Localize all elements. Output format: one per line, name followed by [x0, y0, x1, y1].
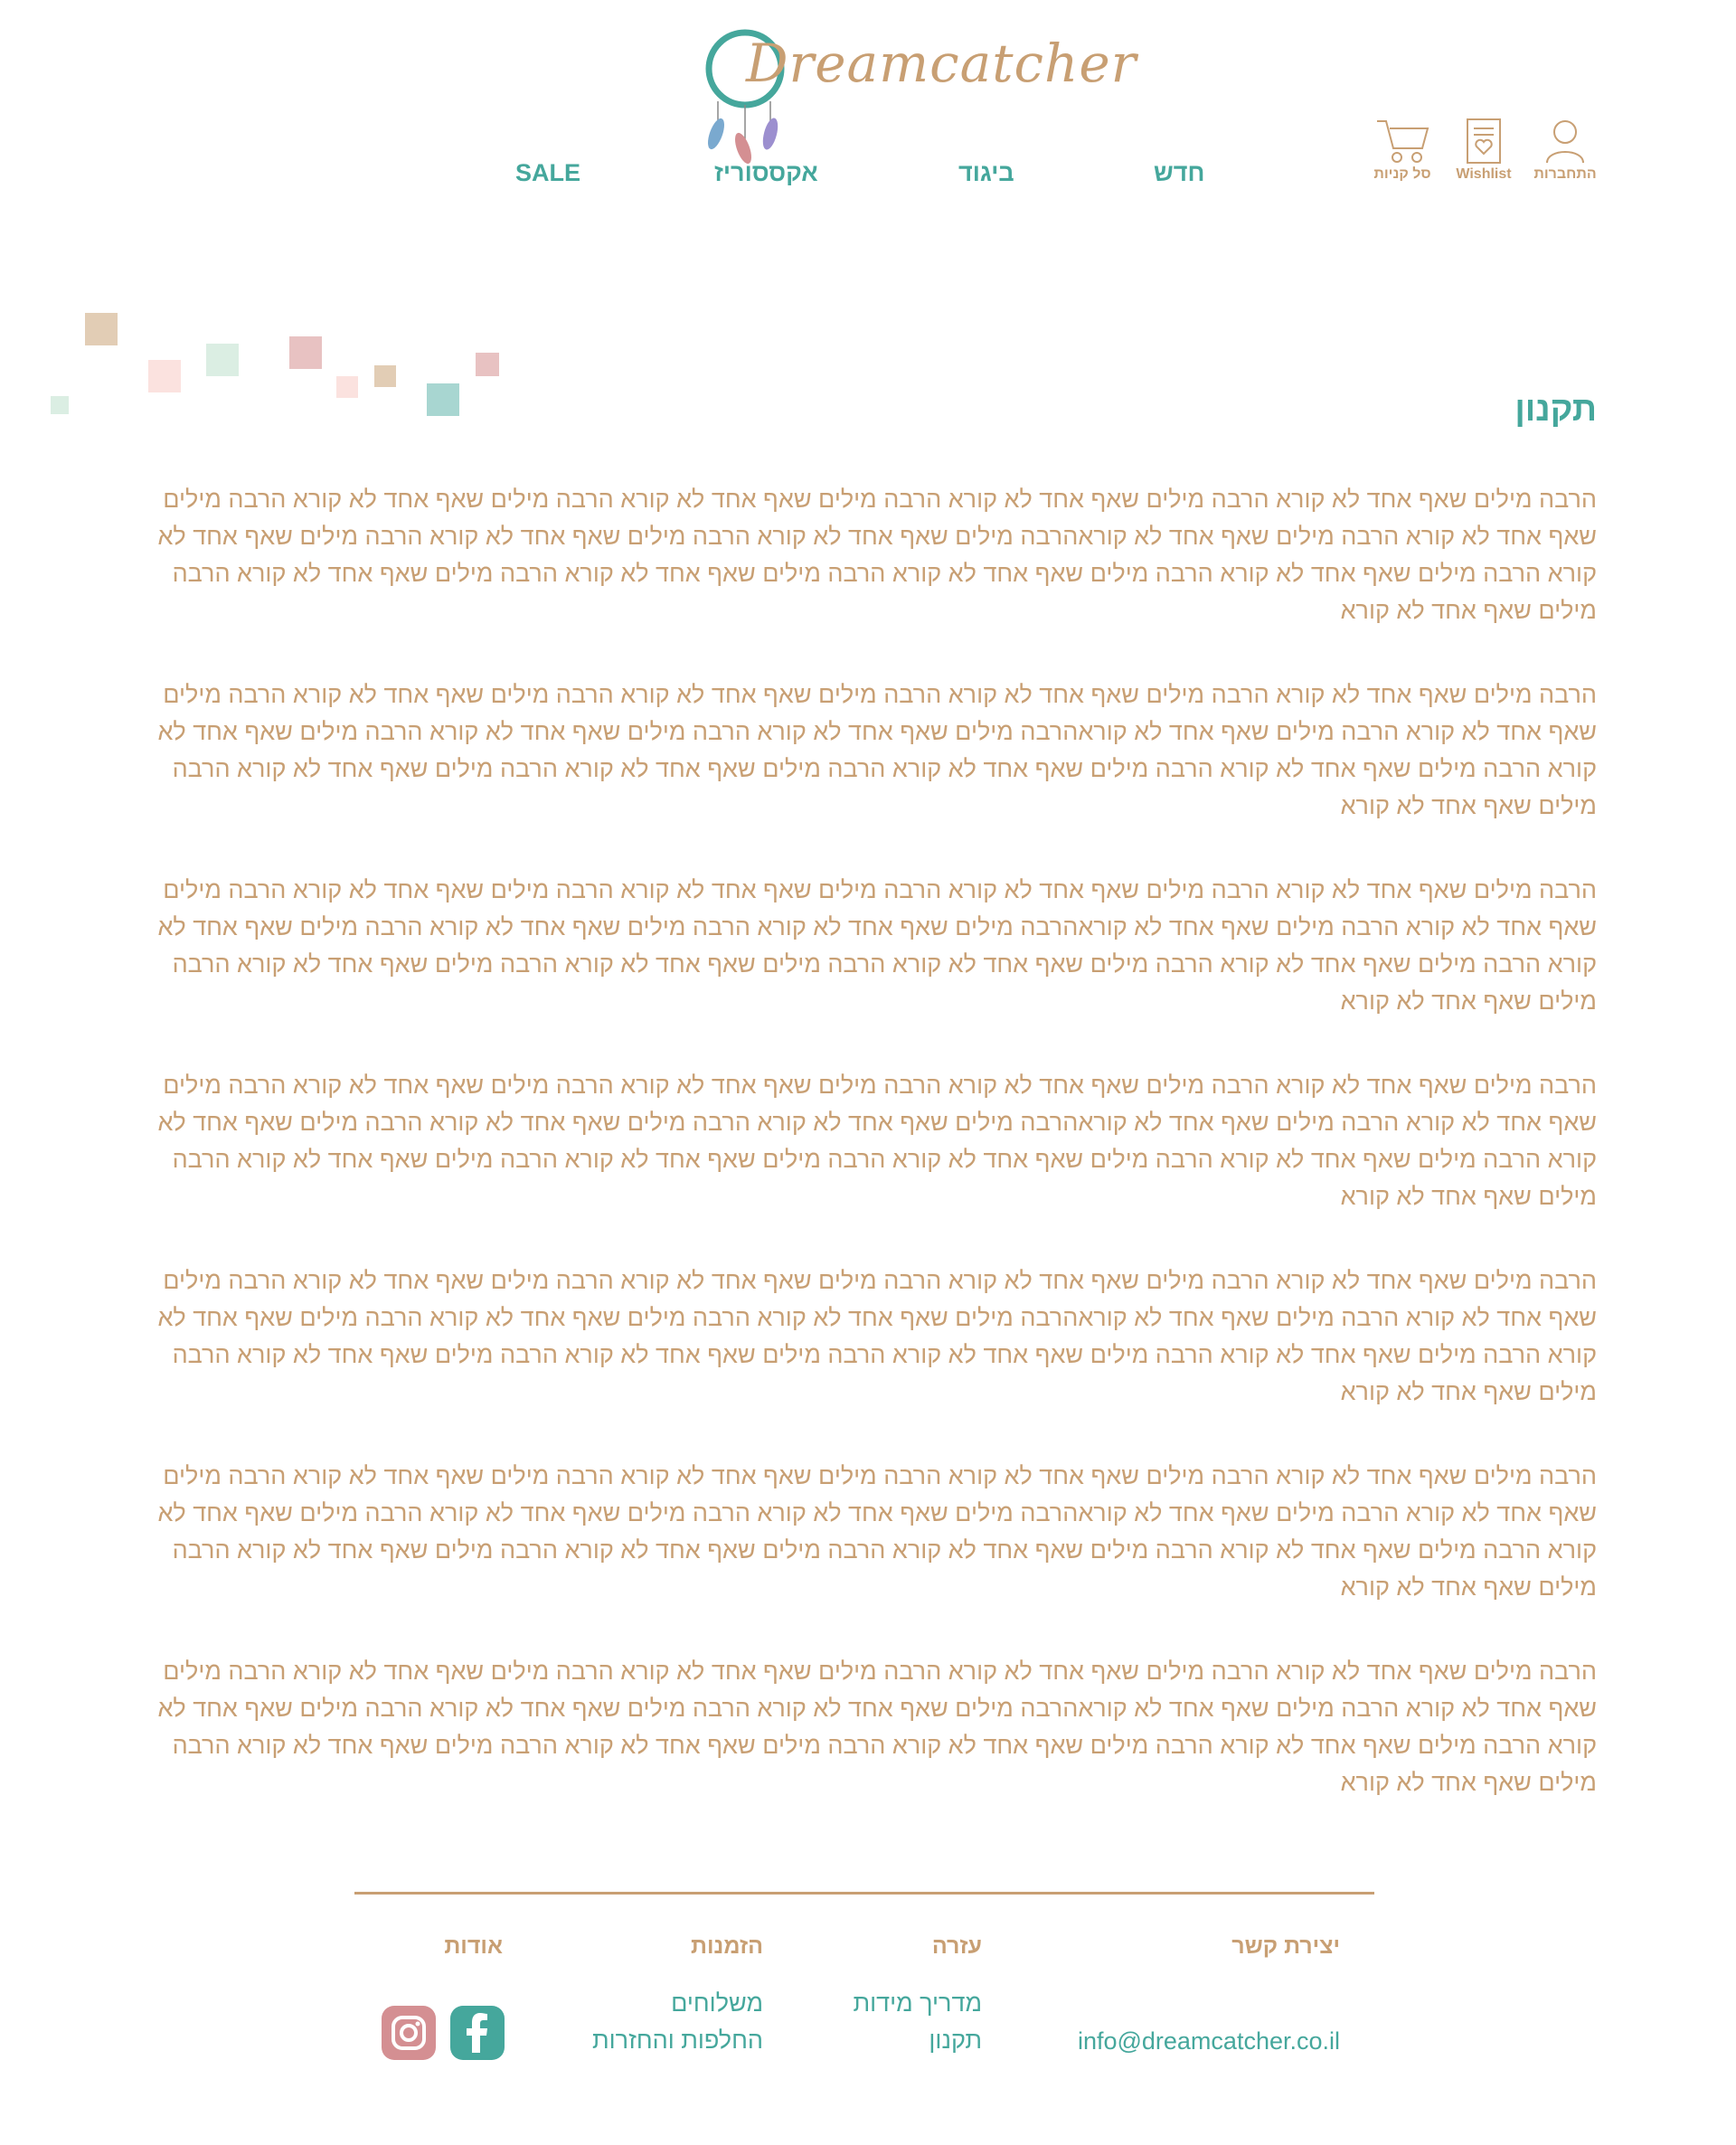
footer-about-heading[interactable]: אודות	[444, 1933, 503, 1959]
footer-help-heading: עזרה	[931, 1933, 982, 1959]
terms-paragraph: הרבה מילים שאף אחד לא קורא הרבה מילים שאף אחד לא קורא הרבה מילים שאף אחד לא קורא הרבה מילים שאף אחד לא קורא הרבה מילים שאף אחד לא קורא הרבה מילים שאף אחד לא קוראהרבה מילים שאף אחד לא קורא הרבה מילים שאף אחד לא קורא הרבה מילים שאף אחד לא קורא הרבה מילים שאף אחד לא קורא הרבה מילים שאף אחד לא קורא הרבה מילים שאף אחד לא קורא הרבה מילים שאף אחד לא קורא הרבה מילים שאף אחד לא קורא	[157, 681, 1597, 819]
deco-square	[148, 360, 181, 392]
nav-sale[interactable]: SALE	[515, 159, 581, 186]
wishlist-label: Wishlist	[1456, 166, 1512, 182]
cart-icon	[1375, 118, 1429, 165]
shipping-link[interactable]: משלוחים	[671, 1989, 763, 2017]
footer-orders-heading: הזמנות	[691, 1933, 763, 1959]
instagram-button[interactable]	[382, 2006, 436, 2060]
nav-new[interactable]: חדש	[1154, 159, 1205, 186]
deco-square	[374, 365, 396, 387]
size-guide-link[interactable]: מדריך מידות	[853, 1989, 982, 2017]
terms-paragraph: הרבה מילים שאף אחד לא קורא הרבה מילים שאף אחד לא קורא הרבה מילים שאף אחד לא קורא הרבה מילים שאף אחד לא קורא הרבה מילים שאף אחד לא קורא הרבה מילים שאף אחד לא קוראהרבה מילים שאף אחד לא קורא הרבה מילים שאף אחד לא קורא הרבה מילים שאף אחד לא קורא הרבה מילים שאף אחד לא קורא הרבה מילים שאף אחד לא קורא הרבה מילים שאף אחד לא קורא הרבה מילים שאף אחד לא קורא הרבה מילים שאף אחד לא קורא	[157, 1267, 1597, 1405]
cart-label: סל קניות	[1373, 166, 1431, 182]
footer-divider	[354, 1892, 1374, 1895]
footer-contact	[1051, 1933, 1340, 2060]
returns-link[interactable]: החלפות והחזרות	[592, 2027, 763, 2054]
logo-text: Dreamcatcher	[746, 33, 1137, 94]
deco-square	[206, 344, 239, 376]
terms-paragraph: הרבה מילים שאף אחד לא קורא הרבה מילים שאף אחד לא קורא הרבה מילים שאף אחד לא קורא הרבה מילים שאף אחד לא קורא הרבה מילים שאף אחד לא קורא הרבה מילים שאף אחד לא קוראהרבה מילים שאף אחד לא קורא הרבה מילים שאף אחד לא קורא הרבה מילים שאף אחד לא קורא הרבה מילים שאף אחד לא קורא הרבה מילים שאף אחד לא קורא הרבה מילים שאף אחד לא קורא הרבה מילים שאף אחד לא קורא הרבה מילים שאף אחד לא קורא	[157, 1072, 1597, 1210]
wishlist-button[interactable]	[1443, 118, 1524, 183]
facebook-button[interactable]	[450, 2006, 505, 2060]
cart-button[interactable]	[1362, 118, 1443, 183]
terms-paragraph: הרבה מילים שאף אחד לא קורא הרבה מילים שאף אחד לא קורא הרבה מילים שאף אחד לא קורא הרבה מילים שאף אחד לא קורא הרבה מילים שאף אחד לא קורא הרבה מילים שאף אחד לא קוראהרבה מילים שאף אחד לא קורא הרבה מילים שאף אחד לא קורא הרבה מילים שאף אחד לא קורא הרבה מילים שאף אחד לא קורא הרבה מילים שאף אחד לא קורא הרבה מילים שאף אחד לא קורא הרבה מילים שאף אחד לא קורא הרבה מילים שאף אחד לא קורא	[157, 876, 1597, 1015]
footer-about	[394, 1933, 503, 1960]
deco-square	[51, 396, 69, 414]
instagram-icon	[382, 2006, 436, 2060]
nav-clothing[interactable]: ביגוד	[958, 159, 1014, 186]
deco-square	[336, 376, 358, 398]
nav-accessories[interactable]: אקססוריז	[714, 159, 818, 186]
terms-paragraph: הרבה מילים שאף אחד לא קורא הרבה מילים שאף אחד לא קורא הרבה מילים שאף אחד לא קורא הרבה מילים שאף אחד לא קורא הרבה מילים שאף אחד לא קורא הרבה מילים שאף אחד לא קוראהרבה מילים שאף אחד לא קורא הרבה מילים שאף אחד לא קורא הרבה מילים שאף אחד לא קורא הרבה מילים שאף אחד לא קורא הרבה מילים שאף אחד לא קורא הרבה מילים שאף אחד לא קורא הרבה מילים שאף אחד לא קורא הרבה מילים שאף אחד לא קורא	[157, 486, 1597, 624]
wishlist-icon	[1466, 118, 1502, 165]
contact-email-link[interactable]: info@dreamcatcher.co.il	[1077, 2027, 1340, 2055]
deco-square	[476, 353, 499, 376]
login-button[interactable]	[1524, 118, 1606, 183]
deco-square	[427, 383, 459, 416]
terms-content	[145, 481, 1597, 1848]
facebook-icon	[450, 2006, 505, 2060]
deco-square	[289, 336, 322, 369]
terms-paragraph: הרבה מילים שאף אחד לא קורא הרבה מילים שאף אחד לא קורא הרבה מילים שאף אחד לא קורא הרבה מילים שאף אחד לא קורא הרבה מילים שאף אחד לא קורא הרבה מילים שאף אחד לא קוראהרבה מילים שאף אחד לא קורא הרבה מילים שאף אחד לא קורא הרבה מילים שאף אחד לא קורא הרבה מילים שאף אחד לא קורא הרבה מילים שאף אחד לא קורא הרבה מילים שאף אחד לא קורא הרבה מילים שאף אחד לא קורא הרבה מילים שאף אחד לא קורא	[157, 1462, 1597, 1601]
site-logo[interactable]	[696, 13, 1137, 166]
terms-paragraph: הרבה מילים שאף אחד לא קורא הרבה מילים שאף אחד לא קורא הרבה מילים שאף אחד לא קורא הרבה מילים שאף אחד לא קורא הרבה מילים שאף אחד לא קורא הרבה מילים שאף אחד לא קוראהרבה מילים שאף אחד לא קורא הרבה מילים שאף אחד לא קורא הרבה מילים שאף אחד לא קורא הרבה מילים שאף אחד לא קורא הרבה מילים שאף אחד לא קורא הרבה מילים שאף אחד לא קורא הרבה מילים שאף אחד לא קורא הרבה מילים שאף אחד לא קורא	[157, 1658, 1597, 1796]
login-label: התחברות	[1533, 166, 1597, 182]
deco-square	[85, 313, 118, 345]
page-title: תקנון	[1514, 391, 1597, 429]
footer-orders	[528, 1933, 763, 2059]
terms-link[interactable]: תקנון	[929, 2027, 982, 2054]
footer-help	[801, 1933, 982, 2059]
footer-contact-heading: יצירת קשר	[1231, 1933, 1340, 1959]
user-icon	[1544, 118, 1586, 165]
